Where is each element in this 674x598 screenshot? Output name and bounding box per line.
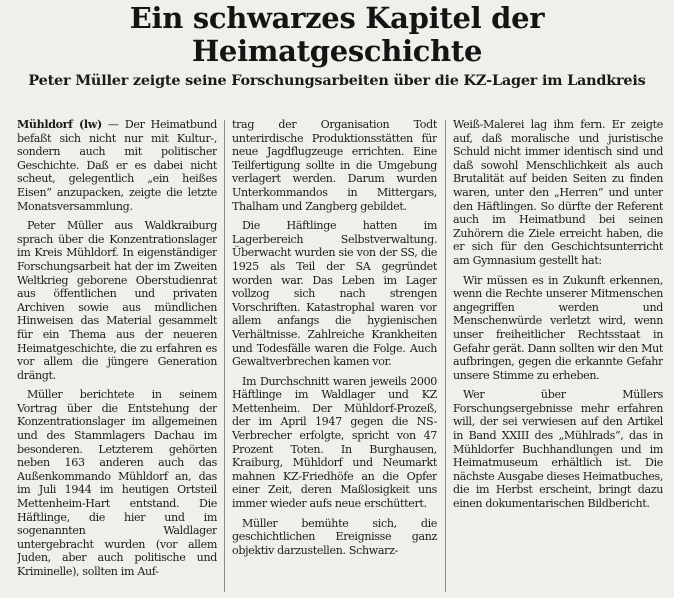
article-columns [0, 118, 674, 596]
column-1 [17, 118, 217, 594]
column-divider [224, 120, 225, 592]
column-divider [445, 120, 446, 592]
column-2 [232, 118, 437, 594]
headline-line-1: Ein schwarzes Kapitel der [129, 1, 545, 35]
paragraph: Im Durchschnitt waren jeweils 2000 Häftlinge im Waldlager und KZ Mettenheim. Der Mühldorf-Prozeß, der im April 1947 gegen die NS-Verbrecher erfolgte, spricht von 47 Prozent Toten. In Burghausen, Kraiburg, Mühldorf und Neumarkt mahnen KZ-Friedhöfe an die Opfer einer Zeit, deren Maßlosigkeit uns immer wieder aufs neue erschüttert. [232, 374, 437, 511]
paragraph: Weiß-Malerei lag ihm fern. Er zeigte auf, daß moralische und juristische Schuld nicht immer identisch sind und daß sowohl Menschlichkeit als auch Brutalität auf beiden Seiten zu finden waren, unter den „Herren“ und unter den Häftlingen. So dürfte der Referent auch im Heimatbund bei seinen Zuhörern die Ziele erreicht haben, die er sich für den Geschichtsunterricht am Gymnasium gestellt hat: [453, 118, 663, 267]
paragraph: Wer über Müllers Forschungsergebnisse mehr erfahren will, der sei verwiesen auf den Artikel in Band XXIII des „Mühlrads“, das in Mühldorfer Buchhandlungen und im Heimatmuseum erhältlich ist. Die nächste Ausgabe dieses Heimatbuches, die im Herbst erscheint, bringt dazu einen dokumentarischen Bildbericht. [453, 388, 663, 511]
paragraph: Müller bemühte sich, die geschichtlichen Ereignisse ganz objektiv darzustellen. Schwarz- [232, 516, 437, 557]
paragraph: Die Häftlinge hatten im Lagerbereich Selbstverwaltung. Überwacht wurden sie von der SS, die 1925 als Teil der SA gegründet worden war. Das Leben im Lager vollzog sich nach strengen Vorschriften. Katastrophal waren vor allem anfangs die hygienischen Verhältnisse. Zahlreiche Krankheiten und Todesfälle waren die Folge. Auch Gewaltverbrechen kamen vor. [232, 219, 437, 369]
headline [0, 0, 674, 68]
paragraph: Müller berichtete in seinem Vortrag über die Entstehung der Konzentrationslager im allgemeinen und des Stammlagers Dachau im besonderen. Letzterem gehörten neben 163 anderen auch das Außenkommando Mühldorf an, das im Juli 1944 im heutigen Ortsteil Mettenheim-Hart entstand. Die Häftlinge, die hier und im sogenannten Waldlager untergebracht wurden (vor allem Juden, aber auch politische und Kriminelle), sollten im Auf- [17, 388, 217, 578]
subheadline: Peter Müller zeigte seine Forschungsarbeiten über die KZ-Lager im Landkreis [28, 72, 646, 89]
headline-line-2: Heimatgeschichte [191, 34, 483, 68]
paragraph: Peter Müller aus Waldkraiburg sprach über die Konzentrationslager im Kreis Mühldorf. In eigenständiger Forschungsarbeit hat der im Zweiten Weltkrieg geborene Oberstudienrat aus öffentlichen und privaten Archiven sowie aus mündlichen Hinweisen das Material gesammelt für ein Thema aus der neueren Heimatgeschichte, die zu erfahren es vor allem die jüngere Generation drängt. [17, 219, 217, 382]
paragraph-text: — Der Heimatbund befaßt sich nicht nur mit Kultur-, sondern auch mit politischer Geschichte. Daß er es dabei nicht scheut, gelegentlich „ein heißes Eisen“ anzupacken, zeigte die letzte Monatsversammlung. [17, 118, 217, 213]
column-3 [453, 118, 663, 594]
paragraph: Wir müssen es in Zukunft erkennen, wenn die Rechte unserer Mitmenschen angegriffen werden und Menschenwürde verletzt wird, wenn unser freiheitlicher Rechtsstaat in Gefahr gerät. Dann sollten wir den Mut aufbringen, gegen die erkannte Gefahr unsere Stimme zu erheben. [453, 273, 663, 382]
paragraph: trag der Organisation Todt unterirdische Produktionsstätten für neue Jagdflugzeuge errichten. Eine Teilfertigung sollte in die Umgebung verlagert werden. Darum wurden Unterkommandos in Mittergars, Thalham und Zangberg gebildet. [232, 118, 437, 213]
dateline: Mühldorf (lw) [17, 118, 102, 131]
paragraph [17, 118, 217, 213]
